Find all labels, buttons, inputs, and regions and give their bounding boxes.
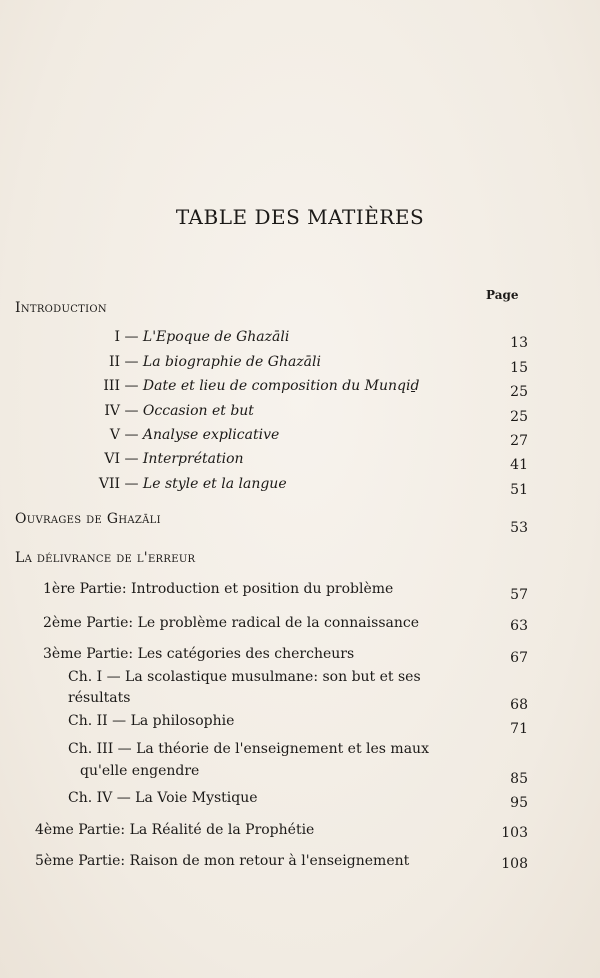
toc-entry[interactable]: [58, 378, 419, 394]
toc-entry-part-1[interactable]: 1ère Partie: Introduction et position du problème: [43, 581, 394, 597]
dash: —: [124, 329, 143, 345]
page-number: 57: [510, 587, 528, 603]
page-column-header: Page: [486, 288, 519, 302]
dash: —: [124, 378, 143, 394]
toc-entry-part-3[interactable]: 3ème Partie: Les catégories des chercheurs: [43, 646, 355, 662]
toc-entry[interactable]: [58, 476, 287, 492]
entry-title: Interprétation: [142, 451, 244, 467]
page-number: 71: [510, 721, 528, 737]
dash: —: [124, 427, 143, 443]
page-number: 41: [510, 457, 528, 473]
toc-entry-part-5[interactable]: 5ème Partie: Raison de mon retour à l'enseignement: [35, 853, 410, 869]
toc-entry-chapter-2[interactable]: Ch. II — La philosophie: [68, 713, 235, 729]
page-number: 15: [510, 360, 528, 376]
toc-entry[interactable]: [58, 427, 279, 443]
page-number: 25: [510, 384, 528, 400]
dash: —: [124, 403, 143, 419]
entry-title: Analyse explicative: [142, 427, 280, 443]
page-number: 63: [510, 618, 528, 634]
roman-numeral: III: [103, 378, 120, 394]
roman-numeral: II: [108, 354, 120, 370]
toc-entry-chapter-3[interactable]: Ch. III — La théorie de l'enseignement et les maux: [68, 741, 429, 757]
toc-entry-chapter-1-cont: résultats: [68, 690, 131, 706]
entry-title: Occasion et but: [142, 403, 254, 419]
page-number: 53: [510, 520, 528, 536]
page-number: 27: [510, 433, 528, 449]
toc-entry[interactable]: [58, 451, 244, 467]
dash: —: [124, 451, 143, 467]
roman-numeral: VII: [98, 476, 120, 492]
toc-entry[interactable]: [58, 329, 289, 345]
toc-entry[interactable]: [58, 403, 254, 419]
section-heading-ouvrages: Ouvrages de Ghazāli: [15, 511, 161, 527]
page-number: 51: [510, 482, 528, 498]
roman-numeral: V: [109, 427, 120, 443]
page-title: TABLE DES MATIÈRES: [175, 205, 425, 229]
page-number: 85: [510, 771, 528, 787]
page-number: 68: [510, 697, 528, 713]
section-heading-introduction: Introduction: [15, 300, 107, 316]
dash: —: [124, 476, 143, 492]
entry-title: La biographie de Ghazāli: [142, 354, 321, 370]
toc-entry-chapter-3-cont: qu'elle engendre: [80, 763, 200, 779]
roman-numeral: VI: [104, 451, 120, 467]
page-number: 13: [510, 335, 528, 351]
toc-entry[interactable]: [58, 354, 321, 370]
entry-title: L'Epoque de Ghazāli: [142, 329, 290, 345]
roman-numeral: IV: [104, 403, 120, 419]
toc-entry-chapter-4[interactable]: Ch. IV — La Voie Mystique: [68, 790, 258, 806]
entry-title: Date et lieu de composition du Munqiḏ: [142, 378, 420, 394]
page-number: 67: [510, 650, 528, 666]
roman-numeral: I: [114, 329, 120, 345]
entry-title: Le style et la langue: [142, 476, 287, 492]
page-number: 103: [501, 825, 528, 841]
page-number: 25: [510, 409, 528, 425]
section-heading-delivrance: La délivrance de l'erreur: [15, 550, 196, 566]
toc-entry-part-4[interactable]: 4ème Partie: La Réalité de la Prophétie: [35, 822, 315, 838]
page-number: 108: [501, 856, 528, 872]
toc-entry-chapter-1[interactable]: Ch. I — La scolastique musulmane: son but et ses: [68, 669, 421, 685]
dash: —: [124, 354, 143, 370]
toc-entry-part-2[interactable]: 2ème Partie: Le problème radical de la connaissance: [43, 615, 419, 631]
page-number: 95: [510, 795, 528, 811]
